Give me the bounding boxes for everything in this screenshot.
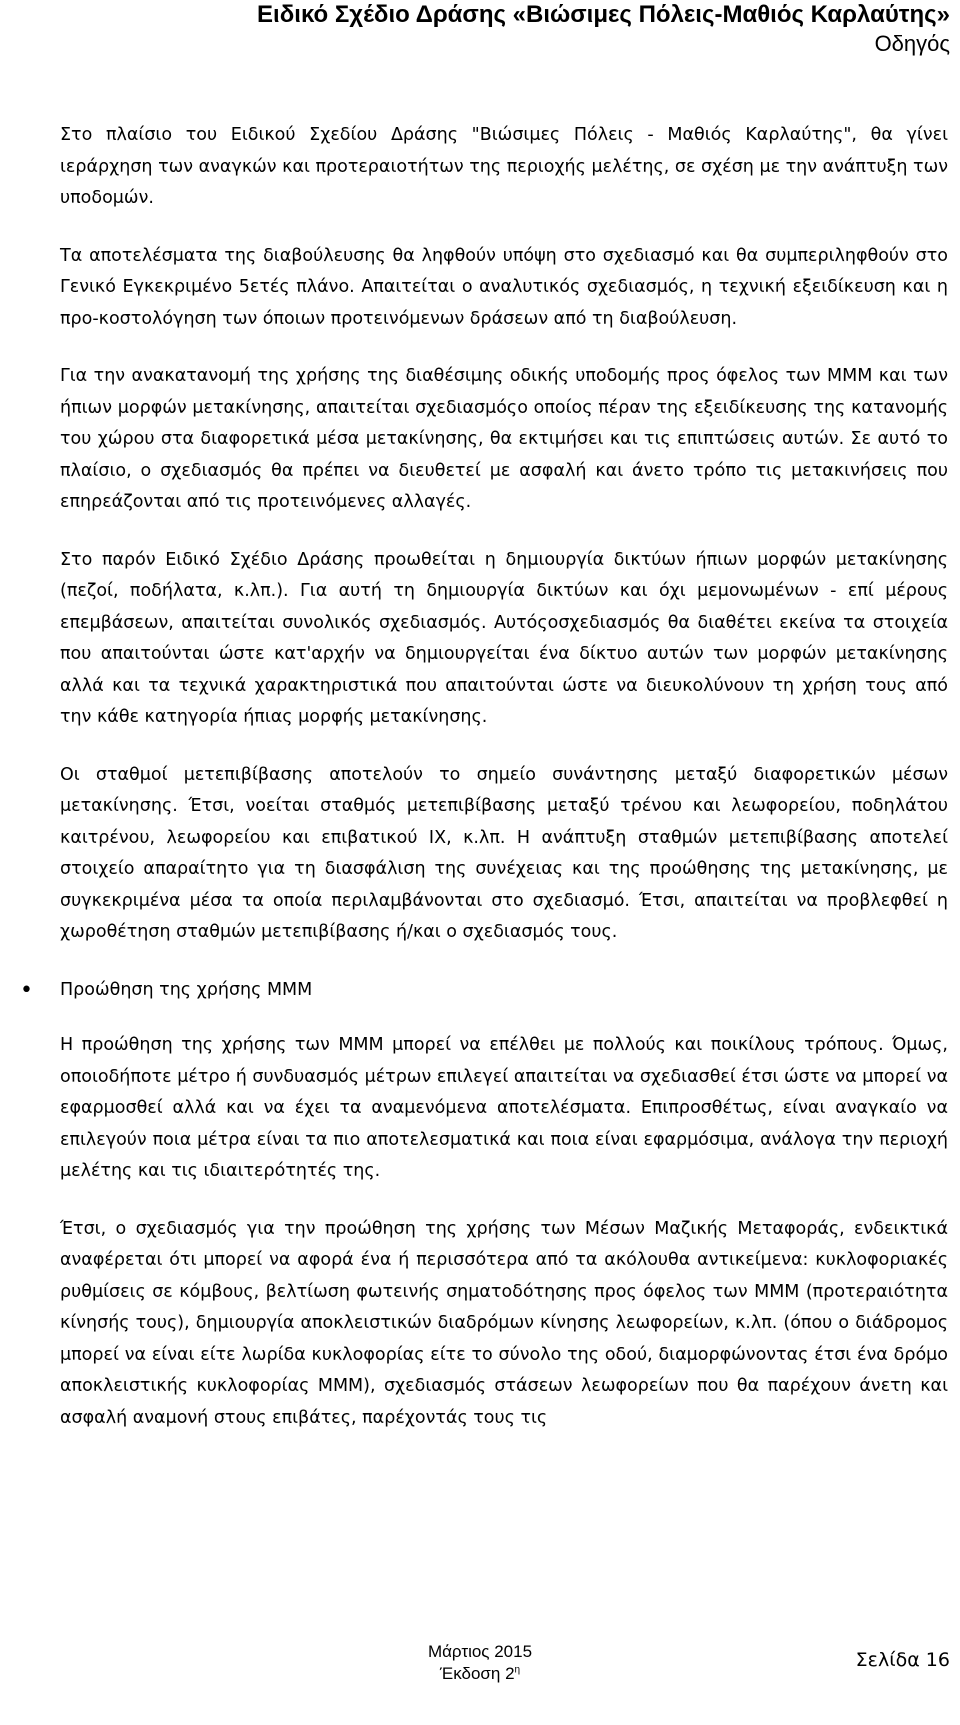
paragraph-2: Τα αποτελέσματα της διαβούλευσης θα ληφθούν υπόψη στο σχεδιασμό και θα συμπεριληφθούν στο Γενικό Εγκεκριμένο 5ετές πλάνο. Απαιτείται ο αναλυτικός σχεδιασμός, η τεχνική εξειδίκευση και η προ-κοστολόγηση των όποιων προτεινόμενων δράσεων από τη διαβούλευση.	[60, 245, 948, 329]
footer-edition	[0, 1663, 960, 1685]
bullet-icon: •	[20, 977, 33, 1003]
paragraph-6: Η προώθηση της χρήσης των ΜΜΜ μπορεί να επέλθει με πολλούς και ποικίλους τρόπους. Όμως, οποιοδήποτε μέτρο ή συνδυασμός μέτρων επιλεγεί απαιτείται να σχεδιασθεί έτσι ώστε να μπορεί να εφαρμοσθεί αλλά και να έχει τα αναμενόμενα αποτελέσματα. Επιπροσθέτως, είναι αναγκαίο να επιλεγούν ποια μέτρα είναι τα πιο αποτελεσματικά και ποια είναι εφαρμόσιμα, ανάλογα την περιοχή μελέτης και τις ιδιαιτερότητές της.	[60, 1035, 948, 1181]
paragraph-4: Στο παρόν Ειδικό Σχέδιο Δράσης προωθείται η δημιουργία δικτύων ήπιων μορφών μετακίνησης (πεζοί, ποδήλατα, κ.λπ.). Για αυτή τη δημιουργία δικτύων και όχι μεμονωμένων - επί μέρους επεμβάσεων, απαιτείται συνολικός σχεδιασμός. Αυτόςοσχεδιασμός θα διαθέτει εκείνα τα στοιχεία που απαιτούνται ώστε κατ'αρχήν να δημιουργείται ένα δίκτυο αυτών των μορφών μετακίνησης αλλά και τα τεχνικά χαρακτηριστικά που απαιτούνται ώστε να διευκολύνουν τη χρήση τους από την κάθε κατηγορία ήπιας μορφής μετακίνησης.	[60, 549, 948, 727]
page-body	[20, 120, 948, 1460]
page-header	[257, 0, 950, 58]
page-footer	[0, 1641, 960, 1685]
paragraph-5: Οι σταθμοί μετεπιβίβασης αποτελούν το σημείο συνάντησης μεταξύ διαφορετικών μέσων μετακίνησης. Έτσι, νοείται σταθμός μετεπιβίβασης μεταξύ τρένου και λεωφορείου, ποδηλάτου καιτρένου, λεωφορείου και επιβατικού ΙΧ, κ.λπ. Η ανάπτυξη σταθμών μετεπιβίβασης αποτελεί στοιχείο απαραίτητο για τη διασφάλιση της συνέχειας και της προώθησης της μετακίνησης, με συγκεκριμένα μέσα τα οποία περιλαμβάνονται στο σχεδιασμό. Έτσι, απαιτείται να προβλεφθεί η χωροθέτηση σταθμών μετεπιβίβασης ή/και ο σχεδιασμός τους.	[60, 764, 948, 942]
footer-edition-text: Έκδοση 2	[439, 1664, 515, 1683]
document-subtitle: Οδηγός	[874, 31, 950, 56]
paragraph-3: Για την ανακατανομή της χρήσης της διαθέσιμης οδικής υποδομής προς όφελος των ΜΜΜ και των ήπιων μορφών μετακίνησης, απαιτείται σχεδιασμόςο οποίος πέραν της εξειδίκευσης της κατανομής του χώρου στα διαφορετικά μέσα μετακίνησης, θα εκτιμήσει και τις επιπτώσεις αυτών. Σε αυτό το πλαίσιο, ο σχεδιασμός θα πρέπει να διευθετεί με ασφαλή και άνετο τρόπο τις μετακινήσεις που επηρεάζονται από τις προτεινόμενες αλλαγές.	[60, 366, 948, 512]
bullet-item	[20, 975, 948, 1007]
paragraph-7: Έτσι, ο σχεδιασμός για την προώθηση της χρήσης των Μέσων Μαζικής Μεταφοράς, ενδεικτικά αναφέρεται ότι μπορεί να αφορά ένα ή περισσότερα από τα ακόλουθα αντικείμενα: κυκλοφοριακές ρυθμίσεις σε κόμβους, βελτίωση φωτεινής σηματοδότησης προς όφελος των ΜΜΜ (προτεραιότητα κίνησής τους), δημιουργία αποκλειστικών διαδρόμων κίνησης λεωφορείων, κ.λπ. (όπου ο διάδρομος μπορεί να είναι είτε λωρίδα κυκλοφορίας είτε το σύνολο της οδού, διαμορφώνοντας έτσι ένα δρόμο αποκλειστικής κυκλοφορίας ΜΜΜ), σχεδιασμός στάσεων λεωφορείων που θα παρέχουν άνετη και ασφαλή αναμονή στους επιβάτες, παρέχοντάς τους τις	[60, 1218, 948, 1428]
page-number: Σελίδα 16	[855, 1649, 950, 1671]
footer-edition-sup: η	[514, 1664, 521, 1676]
paragraph-1: Στο πλαίσιο του Ειδικού Σχεδίου Δράσης "Βιώσιμες Πόλεις - Μαθιός Καρλαύτης", θα γίνει ιεράρχηση των αναγκών και προτεραιοτήτων της περιοχής μελέτης, σε σχέση με την ανάπτυξη των υποδομών.	[60, 125, 948, 208]
bullet-heading: Προώθηση της χρήσης ΜΜΜ	[60, 979, 313, 1000]
footer-date: Μάρτιος 2015	[427, 1642, 533, 1661]
document-title: Ειδικό Σχέδιο Δράσης «Βιώσιμες Πόλεις-Μαθιός Καρλαύτης»	[257, 1, 950, 28]
